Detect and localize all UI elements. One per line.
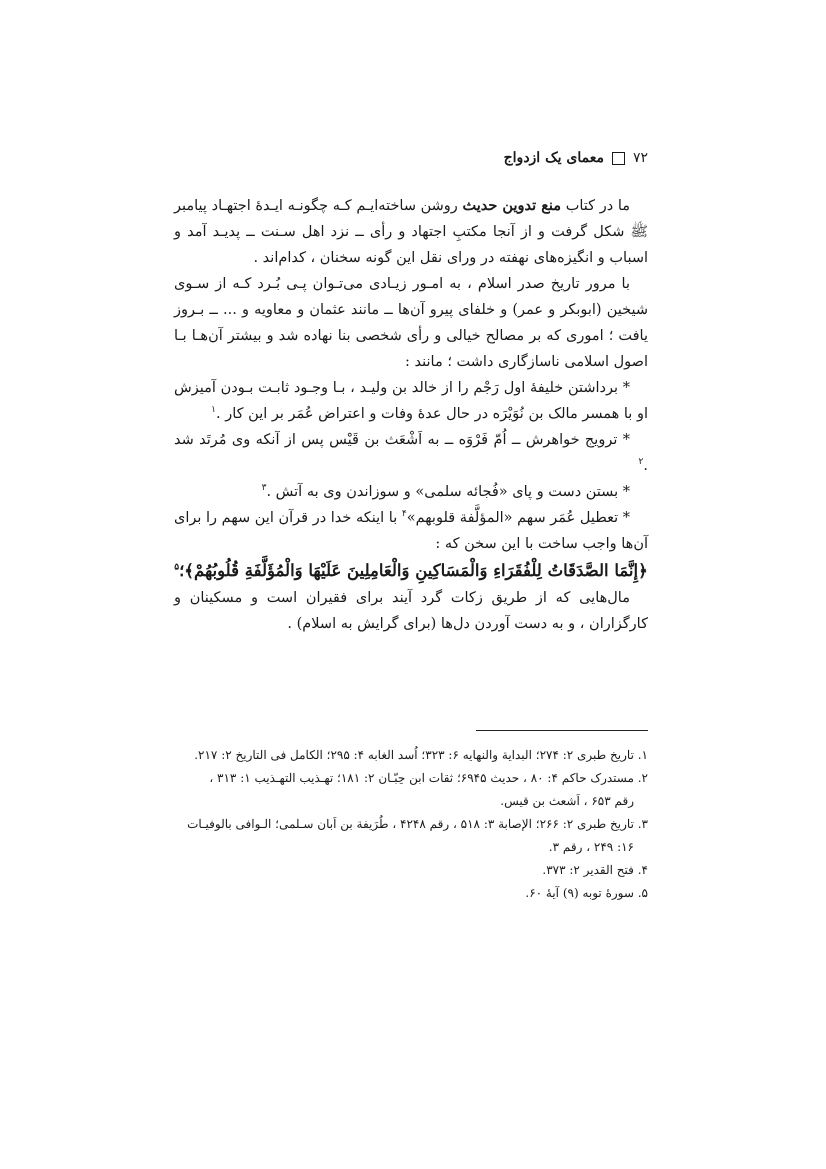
footnote-3: ۳. تاریخ طبری ۲: ۲۶۶؛ الإصابة ۳: ۵۱۸ ، رقم ۴۲۴۸ ، طُرَیفة بن اَبان سـلمی؛ الـوافی بالوفیـات: [187, 817, 648, 831]
footnote-ref: ۲: [638, 457, 644, 468]
list-item: [174, 479, 648, 505]
footnote-5: ۵. سورهٔ توبه (۹) آیهٔ ۶۰.: [525, 886, 648, 900]
footnote-ref: ۱: [211, 405, 217, 416]
main-text: [174, 193, 648, 637]
list-item-text: * تعطیل عُمَر سهم «المؤلَّفة قلوبهم»: [406, 510, 631, 526]
list-item: [174, 505, 648, 557]
list-item-text: * ترویج خواهرش ــ اُمّ فَرْوَه ــ به اَشْعَث بن قَیْس پس از آنکه وی مُرتَد شد .: [174, 432, 648, 474]
list-item-text: * برداشتن خلیفهٔ اول رَجْم را از خالد بن ولیـد ، بـا وجـود ثابـت بـودن آمیزش او با همسر مالک بن نُوَیْرَه در حال عدهٔ وفات و اعتراض عُمَر بر این کار .: [174, 380, 648, 422]
paragraph-history: با مرور تاریخ صدر اسلام ، به امـور زیـادی می‌تـوان پـی بُـرد کـه از سـوی شیخین (ابوبکر و عمر) و خلفای پیرو آن‌ها ــ مانند عثمان و معاویه و ... ــ بـروز یافت ؛ اموری که بر مصالح خیالی و رأی شخصی بنا نهاده شد و بیشتر آن‌هـا بـا اصول اسلامی ناسازگاری داشت ؛ مانند :: [174, 276, 648, 370]
page-number: ۷۲: [632, 150, 648, 166]
footnote-3-continued: ۱۶: ۲۴۹ ، رقم ۳.: [548, 840, 634, 854]
square-ornament-icon: [612, 152, 625, 165]
footnote-ref: ۵: [174, 562, 180, 573]
footnotes: [174, 744, 648, 905]
footnote-2-continued: رقم ۶۵۳ ، اَشعث بن قیس.: [500, 794, 634, 808]
verse-translation: مال‌هایی که از طریق زکات گرد آیند برای فقیران است و مسکینان و کارگزاران ، و به دست آوردن دل‌ها (برای گرایش به اسلام) .: [174, 590, 648, 632]
running-header: [504, 150, 648, 166]
footnote-divider: [476, 730, 648, 731]
list-item: [174, 375, 648, 427]
quran-verse: [174, 557, 648, 585]
paragraph-text: ما در کتاب: [561, 198, 631, 214]
footnote-2: ۲. مستدرک حاکم ۴: ۸۰ ، حدیث ۶۹۴۵؛ ثقات ابن حِبّـان ۲: ۱۸۱؛ تهـذیب التهـذیب ۱: ۳۱۳ ،: [209, 771, 648, 785]
paragraph-intro: [174, 193, 648, 271]
footnote-ref: ۳: [261, 483, 267, 494]
paragraph-text: روشن ساخته‌ایـم کـه چگونـه ایـدهٔ اجتهـاد پیامبر ﷺ شکل گرفت و از آنجا مکتبِ اجتهاد و رأی ــ نزد اهل سـنت ــ پدیـد آمد و اسباب و انگیزه‌های نهفته در ورای نقل این گونه سخنان ، کدام‌اند .: [174, 198, 648, 266]
book-title-bold: منع تدوین حدیث: [462, 197, 562, 214]
running-title: معمای یک ازدواج: [503, 150, 604, 166]
footnote-4: ۴. فتح القدیر ۲: ۳۷۳.: [542, 863, 648, 877]
list-item-text: * بستن دست و پای «فُجائه سلمی» و سوزاندن وی به آتش .: [266, 484, 630, 500]
footnote-1: ۱. تاریخ طبری ۲: ۲۷۴؛ البدایة والنهایه ۶: ۳۲۳؛ اُسد الغابه ۴: ۲۹۵؛ الکامل فی التاریخ ۲: ۲۱۷.: [194, 748, 648, 762]
footnote-ref: ۴: [401, 509, 407, 520]
list-item-text: با اینکه خدا در قرآن این سهم را برای آن‌ها واجب ساخت با این سخن که :: [174, 510, 648, 552]
verse-text: ﴿إِنَّمَا الصَّدَقَاتُ لِلْفُقَرَاءِ وَالْمَسَاكِينِ وَالْعَامِلِينَ عَلَيْهَا وَالْمُؤَلَّفَةِ قُلُوبُهُمْ﴾؛: [179, 561, 648, 580]
list-item: [174, 427, 648, 479]
